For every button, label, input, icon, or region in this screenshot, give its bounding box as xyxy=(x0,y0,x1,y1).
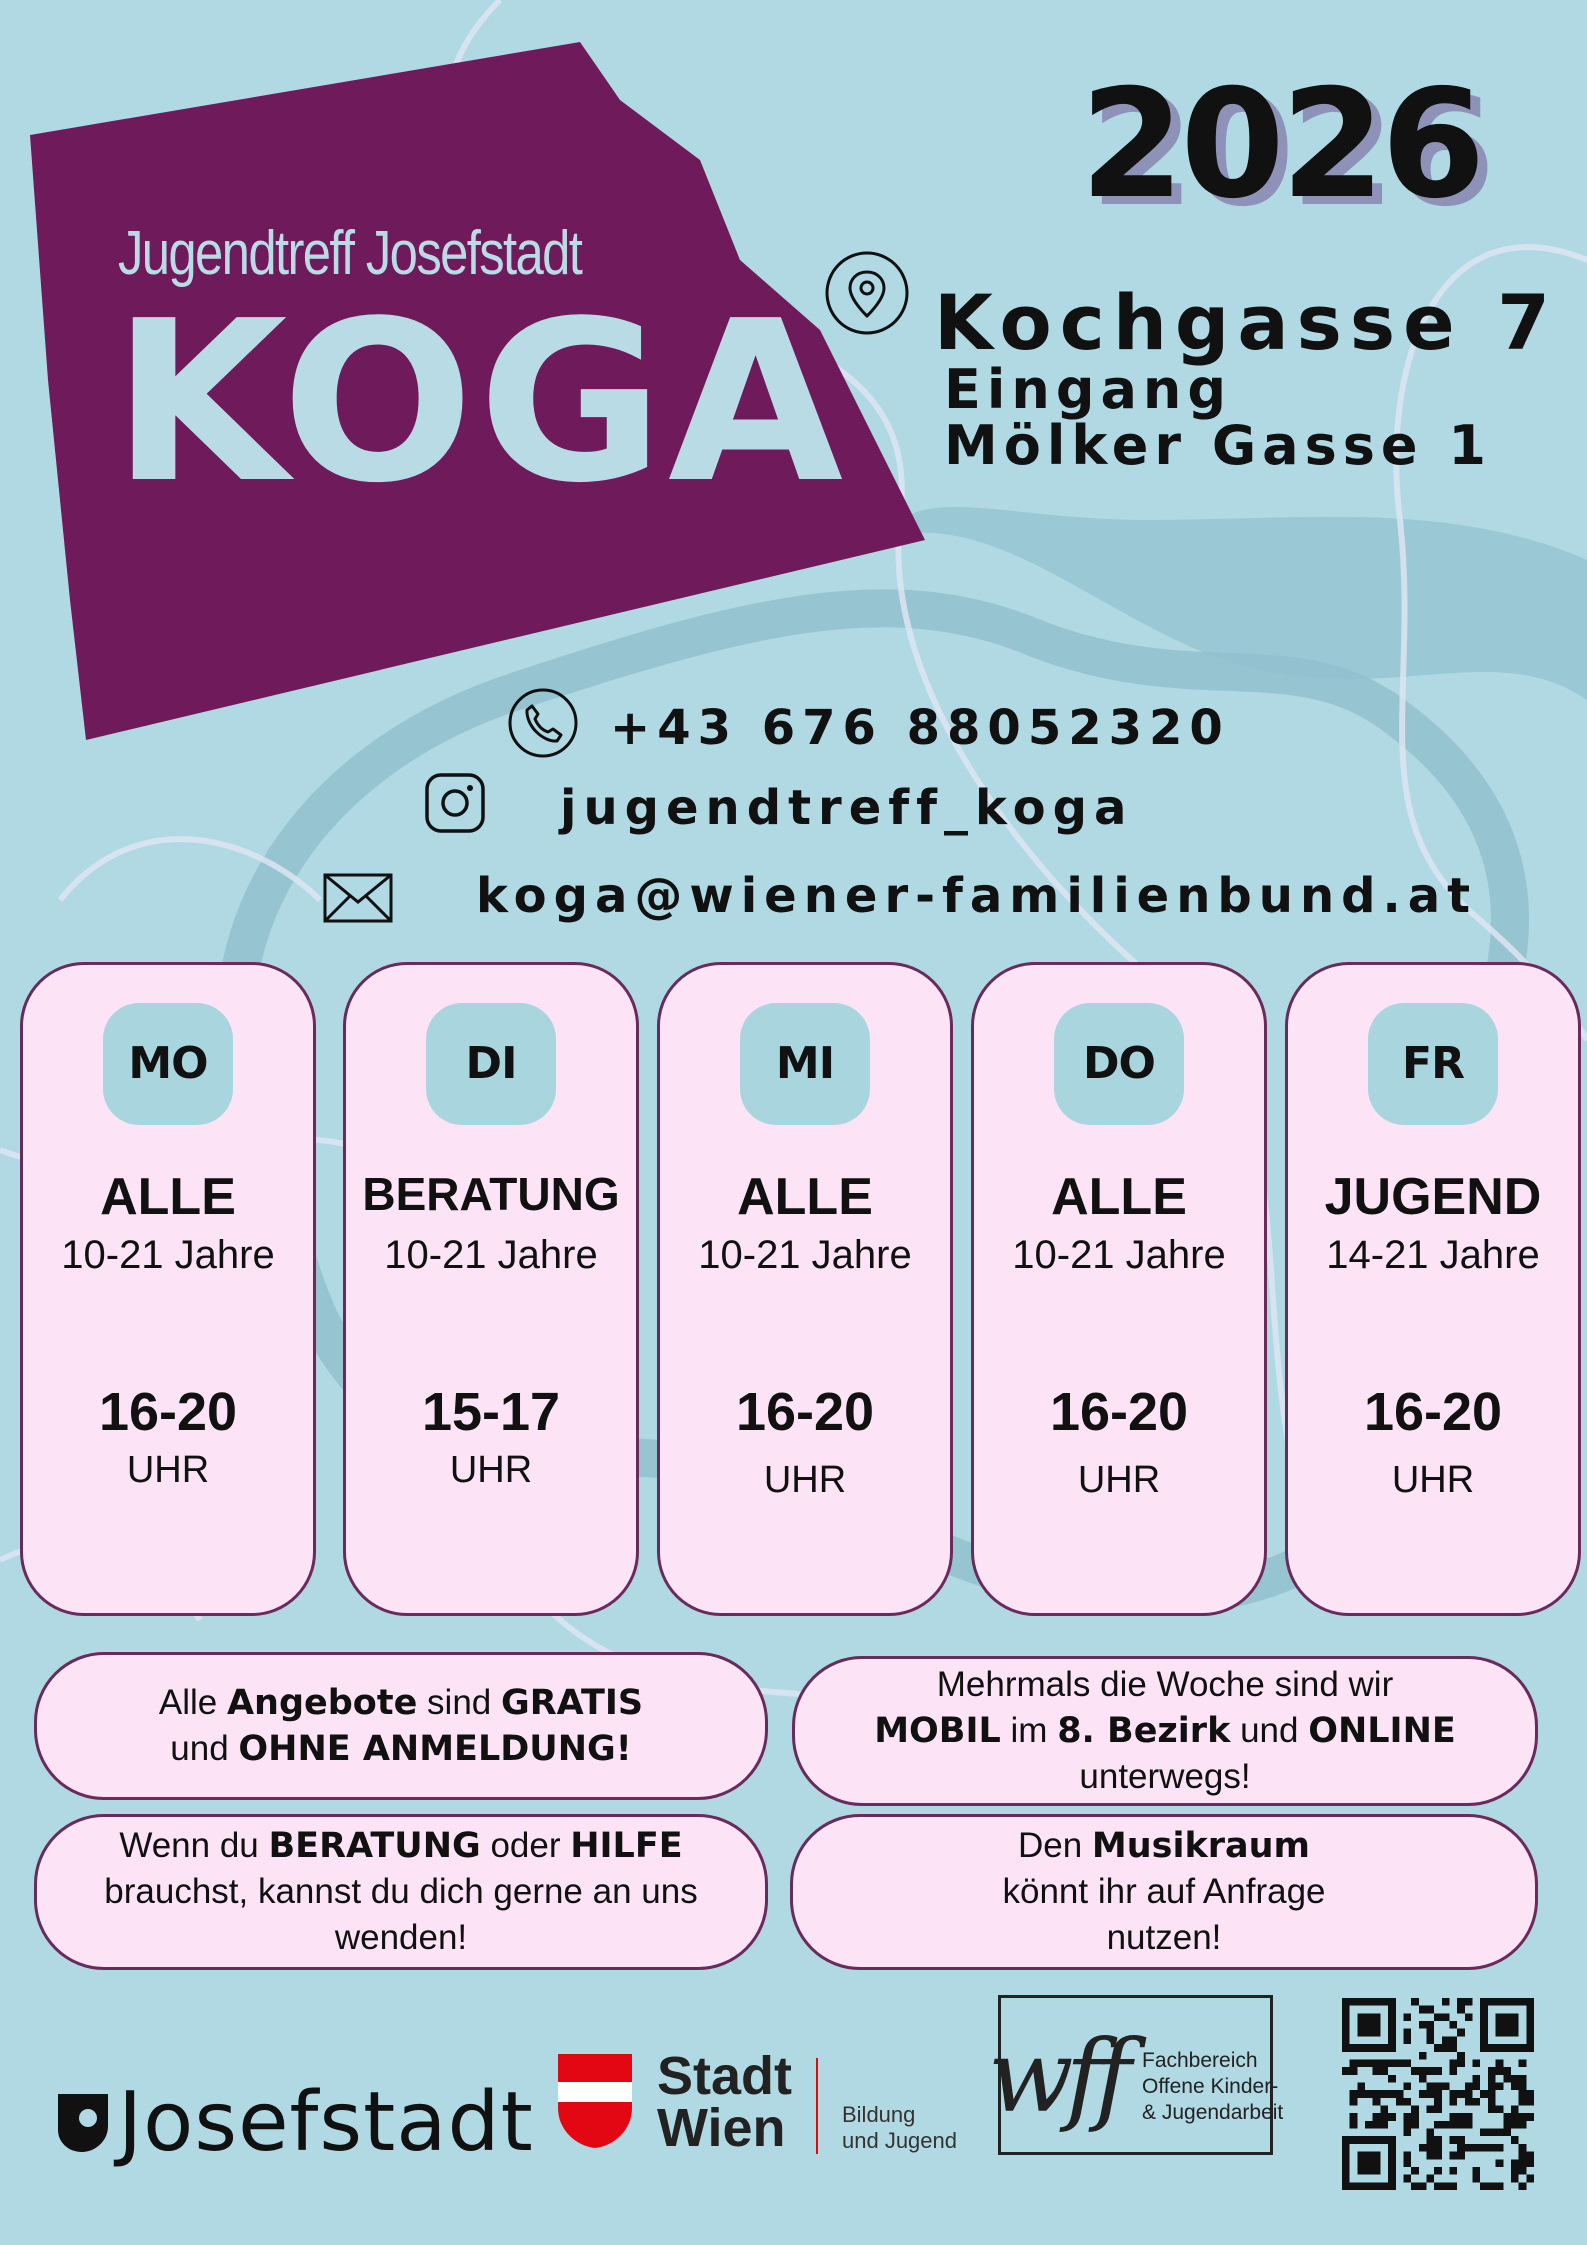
info-highlight: HILFE xyxy=(570,1826,683,1866)
time-unit: UHR xyxy=(1391,1459,1475,1501)
time-range: 16-20 xyxy=(98,1382,238,1442)
info-text: Mehrmals die Woche sind wir xyxy=(936,1665,1394,1704)
info-line xyxy=(795,1754,1535,1800)
info-line xyxy=(37,1869,765,1915)
age-range: 10-21 Jahre xyxy=(698,1233,912,1277)
day-label: DI xyxy=(426,1003,556,1125)
time-unit: UHR xyxy=(449,1449,533,1491)
info-text: unterwegs! xyxy=(1079,1757,1251,1796)
info-line xyxy=(37,1726,765,1772)
info-text: Den xyxy=(1017,1826,1092,1865)
age-range: 10-21 Jahre xyxy=(384,1233,598,1277)
info-text: nutzen! xyxy=(1106,1918,1222,1957)
info-highlight: GRATIS xyxy=(500,1683,644,1723)
schedule-card-fr xyxy=(1285,962,1581,1616)
wff-line: & Jugendarbeit xyxy=(1142,2101,1284,2124)
josefstadt-logo: Josefstadt xyxy=(118,2075,534,2170)
instagram-handle[interactable]: jugendtreff_koga xyxy=(560,780,1134,836)
address-street: Kochgasse 7 xyxy=(934,278,1558,367)
bildung-jugend-label xyxy=(842,2102,957,2154)
info-line xyxy=(37,1823,765,1869)
group-label: ALLE xyxy=(100,1168,236,1226)
info-text: Alle xyxy=(158,1683,227,1722)
email-address[interactable]: koga@wiener-familienbund.at xyxy=(476,868,1478,924)
entrance-street: Mölker Gasse 1 xyxy=(944,414,1492,477)
info-text: oder xyxy=(480,1826,571,1865)
wien-text: Wien xyxy=(657,2098,786,2158)
wff-line: Fachbereich xyxy=(1142,2049,1258,2072)
info-highlight: MOBIL xyxy=(874,1711,1001,1751)
wien-shield-icon xyxy=(556,2052,634,2150)
info-line xyxy=(795,1662,1535,1708)
day-label: MI xyxy=(740,1003,870,1125)
info-line xyxy=(37,1915,765,1961)
time-range: 15-17 xyxy=(421,1382,561,1442)
day-label: MO xyxy=(103,1003,233,1125)
qr-code[interactable] xyxy=(1342,1998,1534,2190)
info-text: könnt ihr auf Anfrage xyxy=(1002,1872,1326,1911)
logo-subtitle: Jugendtreff Josefstadt xyxy=(118,219,582,288)
schedule-card-mi xyxy=(657,962,953,1616)
info-highlight: OHNE ANMELDUNG! xyxy=(238,1729,632,1769)
divider xyxy=(816,2058,818,2154)
stadt-wien-logo xyxy=(657,2046,792,2158)
time-unit: UHR xyxy=(126,1449,210,1491)
group-label: ALLE xyxy=(737,1168,873,1226)
address-entrance xyxy=(944,358,1492,477)
info-highlight: ONLINE xyxy=(1308,1711,1456,1751)
schedule-card-di xyxy=(343,962,639,1616)
location-pin-icon xyxy=(824,250,910,336)
stadt-text: Stadt xyxy=(657,2046,792,2106)
schedule-card-do xyxy=(971,962,1267,1616)
schedule-card-mo xyxy=(20,962,316,1616)
age-range: 10-21 Jahre xyxy=(1012,1233,1226,1277)
wff-logo: wff xyxy=(988,2018,1124,2135)
info-box-mobile xyxy=(792,1656,1538,1806)
info-line xyxy=(795,1708,1535,1754)
info-highlight: Musikraum xyxy=(1091,1826,1311,1866)
info-box-help xyxy=(34,1814,768,1970)
age-range: 10-21 Jahre xyxy=(61,1233,275,1277)
phone-number[interactable]: +43 676 88052320 xyxy=(610,700,1230,756)
day-label: FR xyxy=(1368,1003,1498,1125)
bildung-line: Bildung xyxy=(842,2102,916,2127)
info-highlight: 8. Bezirk xyxy=(1057,1711,1231,1751)
bildung-line: und Jugend xyxy=(842,2128,957,2153)
logo-title: KOGA xyxy=(112,274,848,532)
info-text: Wenn du xyxy=(119,1826,269,1865)
info-highlight: Angebote xyxy=(226,1683,418,1723)
age-range: 14-21 Jahre xyxy=(1326,1233,1540,1277)
time-range: 16-20 xyxy=(735,1382,875,1442)
group-label: JUGEND xyxy=(1324,1168,1542,1226)
info-text: sind xyxy=(417,1683,501,1722)
info-line xyxy=(793,1823,1535,1869)
year-heading: 2026 xyxy=(1080,58,1482,232)
time-range: 16-20 xyxy=(1049,1382,1189,1442)
josefstadt-logo-icon xyxy=(54,2090,112,2154)
info-text: brauchst, kannst du dich gerne an uns xyxy=(104,1872,698,1911)
entrance-label: Eingang xyxy=(944,358,1233,421)
time-unit: UHR xyxy=(763,1459,847,1501)
mail-icon xyxy=(322,872,394,924)
time-unit: UHR xyxy=(1077,1459,1161,1501)
info-line xyxy=(793,1869,1535,1915)
info-box-free xyxy=(34,1652,768,1800)
instagram-icon xyxy=(424,772,486,834)
info-text: und xyxy=(1230,1711,1309,1750)
info-highlight: BERATUNG xyxy=(268,1826,481,1866)
time-range: 16-20 xyxy=(1363,1382,1503,1442)
info-text: im xyxy=(1000,1711,1058,1750)
wff-line: Offene Kinder- xyxy=(1142,2075,1279,2098)
info-text: wenden! xyxy=(334,1918,468,1957)
group-label: ALLE xyxy=(1051,1168,1187,1226)
info-text: und xyxy=(170,1729,239,1768)
phone-icon xyxy=(508,688,578,758)
info-box-music xyxy=(790,1814,1538,1970)
info-line xyxy=(793,1915,1535,1961)
wff-label xyxy=(1142,2048,1283,2126)
day-label: DO xyxy=(1054,1003,1184,1125)
group-label: BERATUNG xyxy=(362,1168,620,1220)
info-line xyxy=(37,1680,765,1726)
